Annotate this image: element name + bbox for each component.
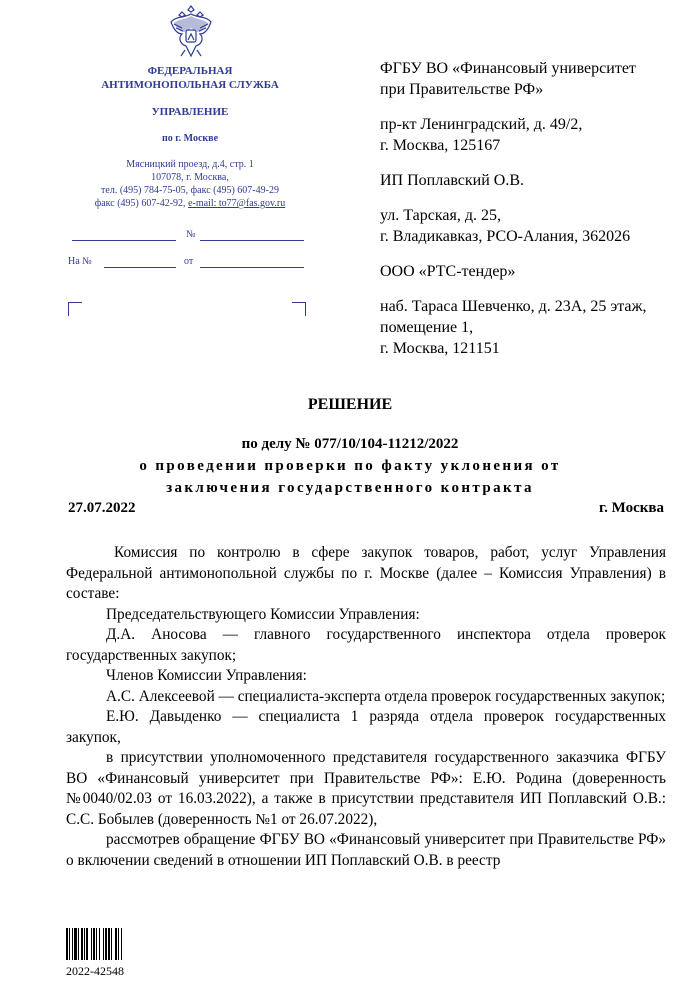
barcode-bar [86, 928, 88, 960]
paragraph: рассмотрев обращение ФГБУ ВО «Финансовый университет при Правительстве РФ» о включении сведений в отношении ИП Поплавский О.В. в реестр [66, 831, 666, 869]
addressee-line: пр-кт Ленинградский, д. 49/2, [380, 116, 583, 133]
decision-subject-line1: о проведении проверки по факту уклонения от [139, 458, 561, 474]
paragraph: Е.Ю. Давыденко — специалиста 1 разряда отдела проверок государственных закупок, [66, 708, 666, 746]
paragraph: в присутствии уполномоченного представителя государственного заказчика ФГБУ ВО «Финансовый университет при Правительстве РФ»: Е.Ю. Родина (доверенность №0040/02.03 от 16.03.2022), а также в присутствии представителя ИП Поплавский О.В.: С.С. Бобылев (доверенность №1 от 26.07.2022), [66, 749, 666, 828]
outgoing-number-label: № [186, 229, 196, 240]
barcode-bar [121, 928, 122, 960]
barcode-icon [66, 928, 140, 960]
barcode-bar [108, 928, 110, 960]
department-city: по г. Москве [161, 133, 219, 144]
addressee-line: ИП Поплавский О.В. [380, 172, 524, 189]
addressee-block [380, 205, 680, 247]
barcode-bar [118, 928, 119, 960]
coat-of-arms-icon [168, 4, 214, 60]
addressee-line: ул. Тарская, д. 25, [380, 207, 501, 224]
addressee-block [380, 296, 680, 359]
barcode-bar [96, 928, 97, 960]
agency-name-line2: АНТИМОНОПОЛЬНАЯ СЛУЖБА [101, 79, 279, 91]
addressee-line: при Правительстве РФ» [380, 81, 544, 98]
address-line: 107078, г. Москва, [151, 172, 229, 183]
paragraph: Членов Комиссии Управления: [106, 667, 307, 684]
barcode-bar [99, 928, 100, 960]
addressee-line: наб. Тараса Шевченко, д. 23А, 25 этаж, [380, 298, 647, 315]
addressee-block [380, 261, 680, 282]
document-title: РЕШЕНИЕ [307, 396, 393, 413]
addressee-line: помещение 1, [380, 319, 474, 336]
barcode-bar [91, 928, 92, 960]
barcode-bar [84, 928, 85, 960]
outgoing-number-line [200, 240, 304, 241]
barcode-bar [111, 928, 112, 960]
barcode-number: 2022-42548 [66, 964, 124, 978]
paragraph: А.С. Алексеевой — специалиста-эксперта отдела проверок государственных закупок; [106, 687, 666, 705]
agency-address [60, 158, 320, 210]
barcode-bar [74, 928, 77, 960]
in-reply-label: На № [68, 256, 92, 267]
from-label: от [184, 256, 194, 267]
fax-text: факс (495) 607-42-92, [94, 198, 186, 209]
barcode-bar [115, 928, 117, 960]
barcode-bar [69, 928, 70, 960]
barcode-bar [105, 928, 107, 960]
phone-line: тел. (495) 784-75-05, факс (495) 607-49-29 [101, 185, 279, 196]
addressee-line: ООО «РТС-тендер» [380, 263, 516, 280]
addressee-block [380, 170, 680, 191]
decision-date: 27.07.2022 [68, 500, 136, 516]
barcode-bar [93, 928, 95, 960]
addressee-line: ФГБУ ВО «Финансовый университет [380, 60, 636, 77]
paragraph: Д.А. Аносова — главного государственного инспектора отдела проверок государственных закупок; [66, 626, 666, 664]
barcode-bar [81, 928, 83, 960]
case-number: по делу № 077/10/104-11212/2022 [241, 436, 459, 452]
in-reply-date-line [200, 267, 304, 268]
address-corner-left [68, 302, 82, 316]
agency-name [60, 64, 320, 92]
barcode-bar [78, 928, 79, 960]
outgoing-date-line [72, 240, 176, 241]
paragraph: Председательствующего Комиссии Управления: [106, 605, 420, 623]
decision-place: г. Москва [599, 500, 664, 516]
addressee-block [380, 114, 680, 156]
addressee-list [380, 58, 680, 373]
agency-name-line1: ФЕДЕРАЛЬНАЯ [147, 65, 233, 77]
email-link[interactable]: e-mail: to77@fas.gov.ru [188, 198, 286, 209]
barcode-bar [72, 928, 73, 960]
barcode-bar [103, 928, 104, 960]
addressee-line: г. Москва, 125167 [380, 137, 501, 154]
department-label: УПРАВЛЕНИЕ [151, 106, 229, 118]
fax-email-line [60, 197, 320, 210]
barcode-bar [66, 928, 68, 960]
decision-subject-line2: заключения государственного контракта [166, 480, 534, 496]
decision-body [66, 543, 666, 871]
in-reply-number-line [104, 267, 176, 268]
addressee-line: г. Москва, 121151 [380, 340, 500, 357]
paragraph: Комиссия по контролю в сфере закупок товаров, работ, услуг Управления Федеральной антимонопольной службы по г. Москве (далее – Комиссия Управления) в составе: [66, 544, 666, 602]
address-corner-right [292, 302, 306, 316]
addressee-block [380, 58, 680, 100]
addressee-line: г. Владикавказ, РСО-Алания, 362026 [380, 228, 631, 245]
address-line: Мясницкий проезд, д.4, стр. 1 [126, 159, 254, 170]
